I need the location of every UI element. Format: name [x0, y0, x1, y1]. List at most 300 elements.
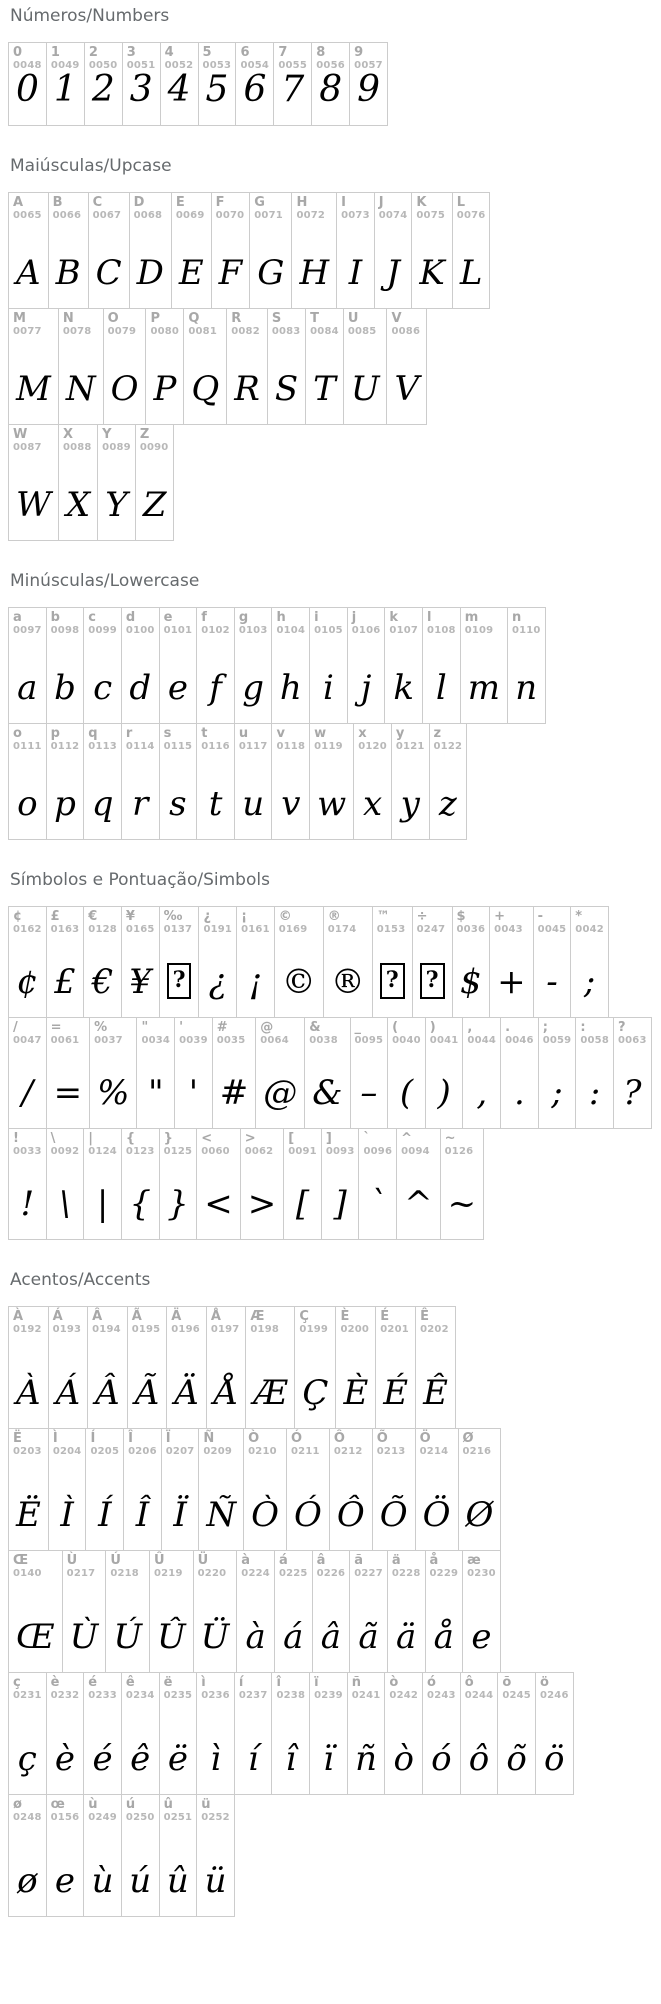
cell-char-label: ¢ — [13, 909, 23, 924]
cell-code-label: 0036 — [456, 924, 486, 935]
cell-glyph: ü — [204, 1861, 227, 1901]
cell-code-label: 0102 — [201, 625, 230, 636]
missing-glyph-box: ? — [417, 959, 448, 999]
cell-code-label: 0098 — [50, 625, 80, 636]
cell-code-label: 0047 — [13, 1035, 42, 1046]
cell-code-label: 0161 — [241, 924, 270, 935]
cell-char-label: È — [340, 1309, 350, 1324]
cell-char-label: u — [238, 726, 249, 741]
cell-char-label: 5 — [202, 45, 212, 60]
cell-code-label: 0067 — [92, 210, 122, 221]
cell-code-label: 0042 — [575, 924, 604, 935]
cell-char-label: a — [13, 610, 22, 625]
cell-glyph: q — [91, 784, 114, 824]
cell-char-label: ? — [617, 1020, 626, 1035]
cell-char-label: ÷ — [416, 909, 428, 924]
cell-glyph: X — [65, 485, 91, 525]
glyph-cell — [130, 192, 172, 309]
glyph-cell — [197, 1128, 241, 1240]
glyph-cell — [162, 1428, 200, 1551]
cell-glyph: P — [153, 369, 177, 409]
cell-glyph: [ — [295, 1184, 310, 1224]
glyph-cell — [501, 1017, 539, 1129]
cell-char-label: T — [310, 311, 319, 326]
cell-code-label: 0225 — [278, 1568, 308, 1579]
cell-char-label: õ — [502, 1675, 512, 1690]
cell-char-label: E — [175, 195, 185, 210]
cell-glyph: j — [360, 668, 372, 708]
cell-code-label: 0249 — [88, 1812, 117, 1823]
cell-glyph: É — [383, 1373, 409, 1413]
cell-char-label: 9 — [354, 45, 364, 60]
cell-glyph: â — [320, 1617, 342, 1657]
glyph-cell — [85, 42, 123, 126]
glyph-cell — [268, 308, 306, 425]
cell-code-label: 0085 — [347, 326, 377, 337]
cell-code-label: 0218 — [110, 1568, 139, 1579]
cell-char-label: J — [378, 195, 384, 210]
cell-code-label: 0082 — [231, 326, 260, 337]
cell-code-label: 0252 — [201, 1812, 230, 1823]
cell-glyph: = — [53, 1073, 83, 1113]
glyph-cell — [8, 1128, 47, 1240]
glyph-cell — [167, 1306, 207, 1429]
cell-code-label: 0162 — [13, 924, 42, 935]
cell-char-label: ( — [392, 1020, 399, 1035]
cell-char-label: æ — [467, 1553, 481, 1568]
cell-glyph: % — [97, 1073, 130, 1113]
cell-char-label: N — [62, 311, 74, 326]
cell-code-label: 0193 — [52, 1324, 82, 1335]
glyph-cell — [536, 1672, 574, 1795]
cell-glyph: Ç — [302, 1373, 329, 1413]
cell-glyph: ò — [393, 1739, 414, 1779]
cell-char-label: é — [88, 1675, 98, 1690]
cell-code-label: 0122 — [433, 741, 463, 752]
cell-glyph: / — [21, 1073, 34, 1113]
cell-char-label: 8 — [316, 45, 326, 60]
glyph-row — [8, 1306, 661, 1429]
cell-code-label: 0105 — [314, 625, 343, 636]
cell-glyph: å — [433, 1617, 454, 1657]
glyph-cell — [8, 723, 47, 840]
cell-code-label: 0034 — [141, 1035, 171, 1046]
cell-glyph: à — [245, 1617, 266, 1657]
cell-char-label: O — [107, 311, 119, 326]
cell-char-label: f — [201, 610, 207, 625]
glyph-cell — [354, 723, 392, 840]
cell-code-label: 0204 — [52, 1446, 82, 1457]
cell-char-label: e — [163, 610, 173, 625]
cell-glyph: r — [132, 784, 149, 824]
cell-char-label: Ü — [197, 1553, 209, 1568]
cell-code-label: 0063 — [617, 1035, 647, 1046]
cell-code-label: 0118 — [276, 741, 306, 752]
cell-code-label: 0041 — [429, 1035, 459, 1046]
cell-glyph: Œ — [16, 1617, 55, 1657]
cell-glyph: n — [515, 668, 538, 708]
cell-code-label: 0212 — [333, 1446, 363, 1457]
cell-char-label: Ò — [248, 1431, 260, 1446]
cell-char-label: ; — [542, 1020, 548, 1035]
cell-code-label: 0114 — [125, 741, 155, 752]
cell-code-label: 0125 — [163, 1146, 193, 1157]
cell-char-label: € — [88, 909, 98, 924]
cell-code-label: 0054 — [240, 60, 270, 71]
cell-code-label: 0229 — [429, 1568, 459, 1579]
cell-glyph: U — [350, 369, 380, 409]
cell-glyph: x — [362, 784, 383, 824]
cell-glyph: £ — [54, 962, 76, 1002]
cell-glyph: ê — [130, 1739, 151, 1779]
cell-code-label: 0120 — [358, 741, 387, 752]
cell-code-label: 0061 — [50, 1035, 80, 1046]
cell-glyph: Ö — [422, 1495, 451, 1535]
cell-code-label: 0072 — [296, 210, 326, 221]
cell-glyph: G — [257, 253, 285, 293]
cell-code-label: 0236 — [201, 1690, 230, 1701]
cell-glyph: é — [92, 1739, 113, 1779]
cell-char-label: ^ — [401, 1131, 413, 1146]
cell-code-label: 0065 — [13, 210, 42, 221]
cell-glyph: Ä — [174, 1373, 199, 1413]
glyph-cell — [197, 1794, 235, 1917]
glyph-cell — [412, 192, 452, 309]
glyph-cell — [351, 1017, 389, 1129]
glyph-cell — [199, 1428, 244, 1551]
cell-glyph: ? — [623, 1073, 642, 1113]
glyph-cell — [324, 906, 373, 1018]
cell-code-label: 0103 — [238, 625, 268, 636]
cell-code-label: 0216 — [462, 1446, 492, 1457]
cell-glyph: L — [459, 253, 483, 293]
glyph-cell — [275, 906, 324, 1018]
cell-glyph: V — [394, 369, 420, 409]
glyph-cell — [86, 1428, 124, 1551]
glyph-cell — [498, 1672, 536, 1795]
cell-glyph: B — [55, 253, 81, 293]
cell-glyph: # — [219, 1073, 249, 1113]
cell-char-label: ™ — [376, 909, 390, 924]
cell-glyph: Ñ — [206, 1495, 237, 1535]
cell-glyph: Ï — [173, 1495, 187, 1535]
cell-code-label: 0057 — [354, 60, 383, 71]
glyph-row — [8, 424, 661, 541]
glyph-cell — [59, 308, 104, 425]
glyph-cell — [8, 42, 47, 126]
cell-code-label: 0052 — [164, 60, 194, 71]
cell-code-label: 0078 — [62, 326, 92, 337]
cell-glyph: i — [323, 668, 334, 708]
cell-glyph: ¥ — [129, 962, 152, 1002]
cell-char-label: Y — [102, 427, 112, 442]
cell-glyph: y — [400, 784, 420, 824]
cell-code-label: 0207 — [165, 1446, 195, 1457]
glyph-cell — [8, 1672, 47, 1795]
cell-code-label: 0195 — [131, 1324, 161, 1335]
glyph-cell — [197, 1672, 235, 1795]
cell-glyph: + — [497, 962, 526, 1002]
cell-char-label: * — [575, 909, 583, 924]
cell-char-label: Ï — [165, 1431, 171, 1446]
cell-glyph: Ë — [16, 1495, 41, 1535]
cell-glyph: À — [16, 1373, 41, 1413]
cell-code-label: 0211 — [291, 1446, 320, 1457]
cell-glyph: Æ — [253, 1373, 288, 1413]
cell-code-label: 0059 — [542, 1035, 572, 1046]
cell-glyph: 9 — [357, 69, 381, 110]
glyph-cell — [463, 1550, 501, 1673]
cell-char-label: V — [391, 311, 402, 326]
cell-code-label: 0079 — [107, 326, 137, 337]
glyph-cell — [348, 1672, 386, 1795]
glyph-cell — [237, 906, 275, 1018]
cell-code-label: 0069 — [175, 210, 205, 221]
glyph-row — [8, 906, 661, 1018]
cell-glyph: g — [242, 668, 265, 708]
cell-char-label: Ã — [131, 1309, 142, 1324]
cell-char-label: Ì — [52, 1431, 58, 1446]
cell-glyph: ç — [17, 1739, 37, 1779]
cell-char-label: Ø — [462, 1431, 474, 1446]
cell-char-label: ä — [391, 1553, 401, 1568]
glyph-cell — [284, 1128, 322, 1240]
cell-code-label: 0046 — [505, 1035, 534, 1046]
cell-code-label: 0037 — [94, 1035, 123, 1046]
cell-glyph: e — [471, 1617, 492, 1657]
cell-glyph: C — [95, 253, 122, 293]
glyph-cell — [160, 607, 198, 724]
cell-code-label: 0049 — [50, 60, 80, 71]
cell-glyph: J — [386, 253, 400, 293]
glyph-cell — [385, 1672, 423, 1795]
cell-code-label: 0115 — [163, 741, 193, 752]
cell-char-label: ö — [539, 1675, 549, 1690]
cell-glyph: õ — [506, 1739, 527, 1779]
cell-glyph: è — [54, 1739, 76, 1779]
cell-char-label: n — [511, 610, 522, 625]
cell-char-label: U — [347, 311, 359, 326]
cell-glyph: Y — [105, 485, 128, 525]
cell-char-label: ¡ — [241, 909, 248, 924]
glyph-cell — [84, 1128, 122, 1240]
cell-char-label: - — [537, 909, 544, 924]
cell-char-label: t — [201, 726, 208, 741]
section-title: Maiúsculas/Upcase — [10, 156, 172, 176]
glyph-cell — [246, 1306, 295, 1429]
glyph-cell — [235, 607, 273, 724]
glyph-cell — [146, 308, 184, 425]
cell-char-label: G — [254, 195, 265, 210]
glyph-cell — [172, 192, 212, 309]
glyph-cell — [388, 1550, 426, 1673]
cell-code-label: 0239 — [314, 1690, 343, 1701]
glyph-cell — [63, 1550, 107, 1673]
cell-code-label: 0227 — [354, 1568, 383, 1579]
cell-char-label: W — [13, 427, 28, 442]
glyph-cell — [337, 192, 375, 309]
cell-glyph: K — [419, 253, 445, 293]
cell-glyph: Ó — [294, 1495, 322, 1535]
cell-char-label: ü — [201, 1797, 211, 1812]
cell-char-label: C — [92, 195, 103, 210]
cell-glyph: Û — [156, 1617, 186, 1657]
cell-code-label: 0075 — [416, 210, 446, 221]
cell-code-label: 0076 — [456, 210, 486, 221]
cell-char-label: Ê — [420, 1309, 429, 1324]
cell-code-label: 0077 — [13, 326, 42, 337]
cell-code-label: 0191 — [203, 924, 233, 935]
glyph-cell — [49, 1306, 89, 1429]
cell-glyph: 6 — [243, 69, 267, 110]
glyph-cell — [197, 723, 235, 840]
glyph-row — [8, 607, 661, 724]
glyph-cell — [459, 1428, 502, 1551]
cell-char-label: [ — [288, 1131, 295, 1146]
glyph-cell — [8, 1306, 49, 1429]
cell-char-label: ù — [88, 1797, 98, 1812]
glyph-cell — [122, 723, 160, 840]
cell-glyph: ù — [91, 1861, 114, 1901]
cell-glyph: N — [65, 369, 96, 409]
cell-char-label: Û — [153, 1553, 165, 1568]
cell-glyph: ` — [369, 1184, 387, 1224]
cell-glyph: ' — [188, 1073, 199, 1113]
glyph-cell — [122, 1672, 160, 1795]
cell-code-label: 0198 — [250, 1324, 280, 1335]
section-title: Números/Numbers — [10, 6, 170, 26]
cell-code-label: 0244 — [464, 1690, 494, 1701]
cell-code-label: 0200 — [340, 1324, 370, 1335]
glyph-cell — [461, 607, 508, 724]
cell-code-label: 0233 — [88, 1690, 117, 1701]
cell-char-label: R — [231, 311, 242, 326]
cell-glyph: f — [209, 668, 222, 708]
cell-code-label: 0113 — [88, 741, 117, 752]
cell-code-label: 0051 — [126, 60, 156, 71]
cell-code-label: 0070 — [215, 210, 245, 221]
cell-code-label: 0235 — [163, 1690, 193, 1701]
cell-char-label: = — [50, 1020, 62, 1035]
cell-code-label: 0097 — [13, 625, 42, 636]
cell-glyph: ( — [399, 1073, 414, 1113]
cell-char-label: \ — [50, 1131, 56, 1146]
glyph-cell — [160, 1128, 198, 1240]
glyph-cell — [8, 192, 49, 309]
cell-code-label: 0043 — [494, 924, 523, 935]
glyph-cell — [275, 1550, 313, 1673]
glyph-cell — [313, 1550, 351, 1673]
glyph-cell — [160, 1672, 198, 1795]
glyph-row — [8, 1128, 661, 1240]
cell-char-label: â — [316, 1553, 326, 1568]
cell-char-label: œ — [50, 1797, 65, 1812]
cell-char-label: d — [125, 610, 136, 625]
cell-char-label: w — [314, 726, 327, 741]
cell-char-label: L — [456, 195, 466, 210]
cell-glyph: < — [204, 1184, 233, 1224]
section-upcase — [8, 156, 661, 541]
cell-code-label: 0071 — [254, 210, 283, 221]
cell-glyph: I — [348, 253, 363, 293]
cell-code-label: 0074 — [378, 210, 408, 221]
cell-glyph: – — [360, 1073, 378, 1113]
glyph-row — [8, 1550, 661, 1673]
glyph-cell — [392, 723, 430, 840]
cell-glyph: > — [247, 1184, 277, 1224]
glyph-cell — [441, 1128, 485, 1240]
glyph-cell — [8, 1794, 47, 1917]
cell-char-label: Æ — [250, 1309, 265, 1324]
cell-glyph: e — [167, 668, 188, 708]
cell-char-label: Ä — [171, 1309, 182, 1324]
cell-code-label: 0055 — [278, 60, 307, 71]
cell-code-label: 0232 — [50, 1690, 80, 1701]
cell-code-label: 0100 — [125, 625, 155, 636]
cell-char-label: í — [238, 1675, 244, 1690]
cell-char-label: û — [163, 1797, 173, 1812]
cell-code-label: 0033 — [13, 1146, 42, 1157]
cell-char-label: < — [201, 1131, 213, 1146]
section-lowercase — [8, 571, 661, 840]
glyph-cell — [47, 723, 85, 840]
glyph-row — [8, 1794, 661, 1917]
cell-char-label: è — [50, 1675, 60, 1690]
glyph-cell — [123, 42, 161, 126]
cell-code-label: 0194 — [92, 1324, 121, 1335]
glyph-cell — [490, 906, 534, 1018]
cell-code-label: 0060 — [201, 1146, 230, 1157]
glyph-cell — [388, 1017, 426, 1129]
cell-char-label: " — [141, 1020, 149, 1035]
section-title: Símbolos e Pontuação/Simbols — [10, 870, 270, 890]
glyph-cell — [348, 607, 386, 724]
cell-glyph: l — [435, 668, 447, 708]
cell-char-label: $ — [456, 909, 466, 924]
glyph-cell — [423, 1672, 461, 1795]
cell-char-label: Å — [210, 1309, 221, 1324]
cell-code-label: 0250 — [125, 1812, 155, 1823]
glyph-row — [8, 723, 661, 840]
cell-glyph: { — [129, 1184, 152, 1224]
cell-char-label: Ë — [13, 1431, 22, 1446]
cell-glyph: S — [274, 369, 299, 409]
cell-char-label: Â — [92, 1309, 103, 1324]
cell-code-label: 0210 — [248, 1446, 277, 1457]
cell-char-label: Œ — [13, 1553, 29, 1568]
cell-char-label: ñ — [351, 1675, 362, 1690]
cell-code-label: 0174 — [327, 924, 357, 935]
cell-char-label: î — [276, 1675, 281, 1690]
glyph-cell — [161, 42, 199, 126]
glyph-cell — [8, 906, 47, 1018]
cell-code-label: 0090 — [139, 442, 169, 453]
cell-char-label: & — [309, 1020, 321, 1035]
glyph-cell — [336, 1306, 376, 1429]
glyph-cell — [256, 1017, 305, 1129]
cell-char-label: B — [52, 195, 63, 210]
cell-char-label: + — [494, 909, 506, 924]
cell-glyph: Å — [213, 1373, 239, 1413]
cell-glyph: A — [16, 253, 41, 293]
glyph-cell — [90, 1017, 137, 1129]
cell-char-label: . — [505, 1020, 511, 1035]
cell-glyph: 5 — [205, 69, 229, 110]
glyph-cell — [397, 1128, 441, 1240]
cell-char-label: b — [50, 610, 60, 625]
glyph-row — [8, 1428, 661, 1551]
cell-code-label: 0068 — [133, 210, 163, 221]
